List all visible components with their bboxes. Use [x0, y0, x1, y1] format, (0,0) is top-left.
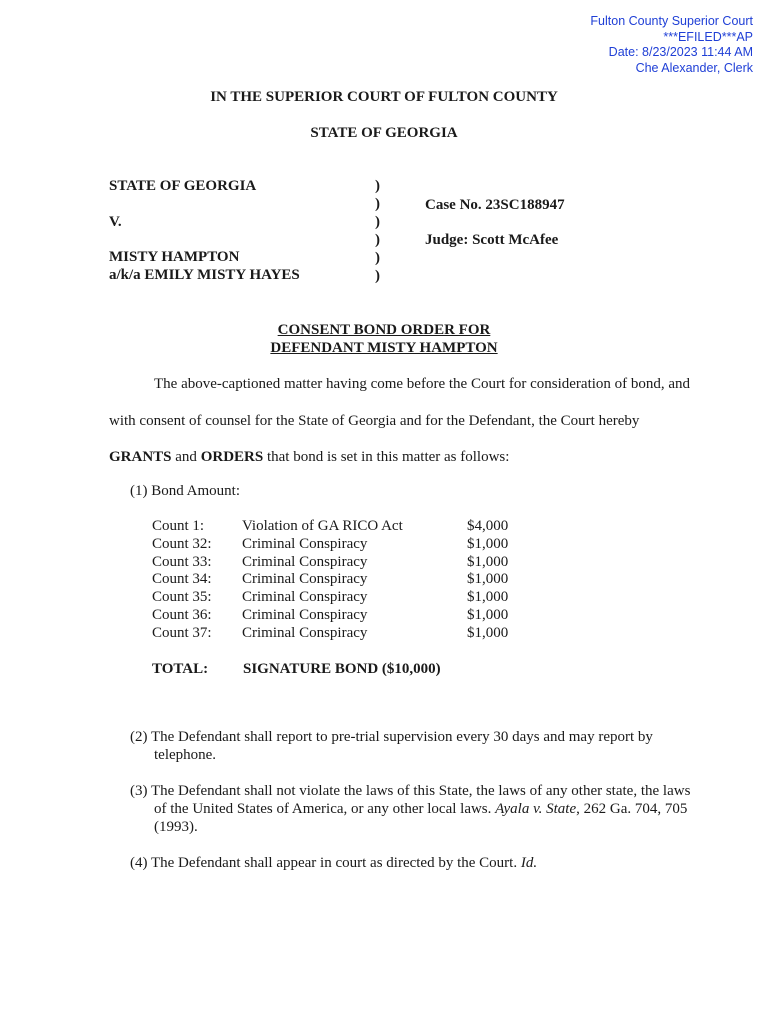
stamp-clerk: Che Alexander, Clerk — [635, 60, 753, 75]
caption-alias: a/k/a EMILY MISTY HAYES — [109, 267, 300, 283]
bond-count: Count 1: — [152, 518, 205, 534]
bond-amount: $4,000 — [467, 518, 509, 534]
bond-count: Count 37: — [152, 624, 212, 641]
bond-charge: Criminal Conspiracy — [242, 571, 368, 588]
intro-line2: with consent of counsel for the State of Georgia and for the Defendant, the Court hereby — [109, 413, 640, 429]
stamp-date: Date: 8/23/2023 11:44 AM — [608, 45, 753, 59]
bond-amount: $1,000 — [467, 571, 509, 588]
caption-paren: ) — [375, 232, 380, 248]
grants-word: GRANTS — [109, 449, 172, 465]
condition-3-citation: Ayala v. State — [495, 801, 577, 817]
bond-count: Count 35: — [152, 589, 212, 606]
caption-paren: ) — [375, 250, 380, 266]
intro-line3 — [109, 447, 699, 467]
bond-amount: $1,000 — [467, 535, 509, 552]
case-number: Case No. 23SC188947 — [425, 197, 565, 213]
bond-count: Count 32: — [152, 535, 212, 552]
bond-amount: $1,000 — [467, 606, 509, 623]
bond-charge: Criminal Conspiracy — [242, 553, 368, 570]
condition-4-id: Id. — [520, 855, 538, 871]
efiled-stamp — [590, 14, 753, 76]
bond-row — [152, 536, 527, 554]
order-title-line1: CONSENT BOND ORDER FOR — [277, 322, 491, 338]
bond-row — [152, 571, 527, 589]
stamp-efiled: ***EFILED***AP — [663, 29, 753, 44]
bond-row — [152, 518, 527, 536]
bond-count: Count 33: — [152, 553, 212, 570]
stamp-court: Fulton County Superior Court — [590, 14, 753, 28]
caption-paren: ) — [375, 178, 380, 194]
and-word: and — [171, 449, 201, 465]
bond-amount: $1,000 — [467, 589, 509, 606]
bond-row — [152, 607, 527, 625]
intro-line1: The above-captioned matter having come before the Court for consideration of bond, and — [154, 376, 691, 392]
bond-row — [152, 554, 527, 572]
condition-3 — [130, 782, 699, 836]
caption-versus: V. — [109, 214, 122, 230]
bond-amount-label: (1) Bond Amount: — [130, 483, 241, 499]
orders-word: ORDERS — [200, 449, 264, 465]
bond-charge: Criminal Conspiracy — [242, 589, 368, 606]
condition-4 — [130, 854, 699, 872]
bond-count: Count 36: — [152, 606, 212, 623]
condition-3-text: (3) The Defendant shall not violate the laws of this State, the laws of any other state, the laws of the United States of America, or any other local laws. — [130, 783, 691, 817]
bond-charge: Violation of GA RICO Act — [242, 518, 403, 534]
condition-3-cite-rest: , 262 Ga. 704, 705 (1993). — [154, 801, 688, 835]
bond-row — [152, 589, 527, 607]
total-value: SIGNATURE BOND ($10,000) — [243, 661, 441, 677]
bond-charge: Criminal Conspiracy — [242, 624, 368, 641]
caption-paren: ) — [375, 268, 380, 284]
intro-rest: that bond is set in this matter as follows: — [263, 449, 510, 465]
bond-row — [152, 625, 527, 643]
bond-table — [152, 518, 527, 643]
bond-count: Count 34: — [152, 571, 212, 588]
bond-amount: $1,000 — [467, 624, 509, 641]
court-heading: IN THE SUPERIOR COURT OF FULTON COUNTY — [210, 89, 558, 105]
condition-4-text: (4) The Defendant shall appear in court as directed by the Court. — [130, 855, 521, 871]
caption-paren: ) — [375, 214, 380, 230]
caption-defendant: MISTY HAMPTON — [109, 249, 240, 265]
order-title-line2: DEFENDANT MISTY HAMPTON — [270, 340, 498, 356]
caption-paren: ) — [375, 196, 380, 212]
bond-charge: Criminal Conspiracy — [242, 606, 368, 623]
state-heading: STATE OF GEORGIA — [310, 125, 458, 141]
bond-amount: $1,000 — [467, 553, 509, 570]
total-label: TOTAL: — [152, 661, 209, 677]
condition-2: (2) The Defendant shall report to pre-trial supervision every 30 days and may report by telephone. — [130, 729, 653, 763]
caption-plaintiff: STATE OF GEORGIA — [109, 178, 257, 194]
judge-name: Judge: Scott McAfee — [425, 232, 559, 248]
bond-charge: Criminal Conspiracy — [242, 535, 368, 552]
